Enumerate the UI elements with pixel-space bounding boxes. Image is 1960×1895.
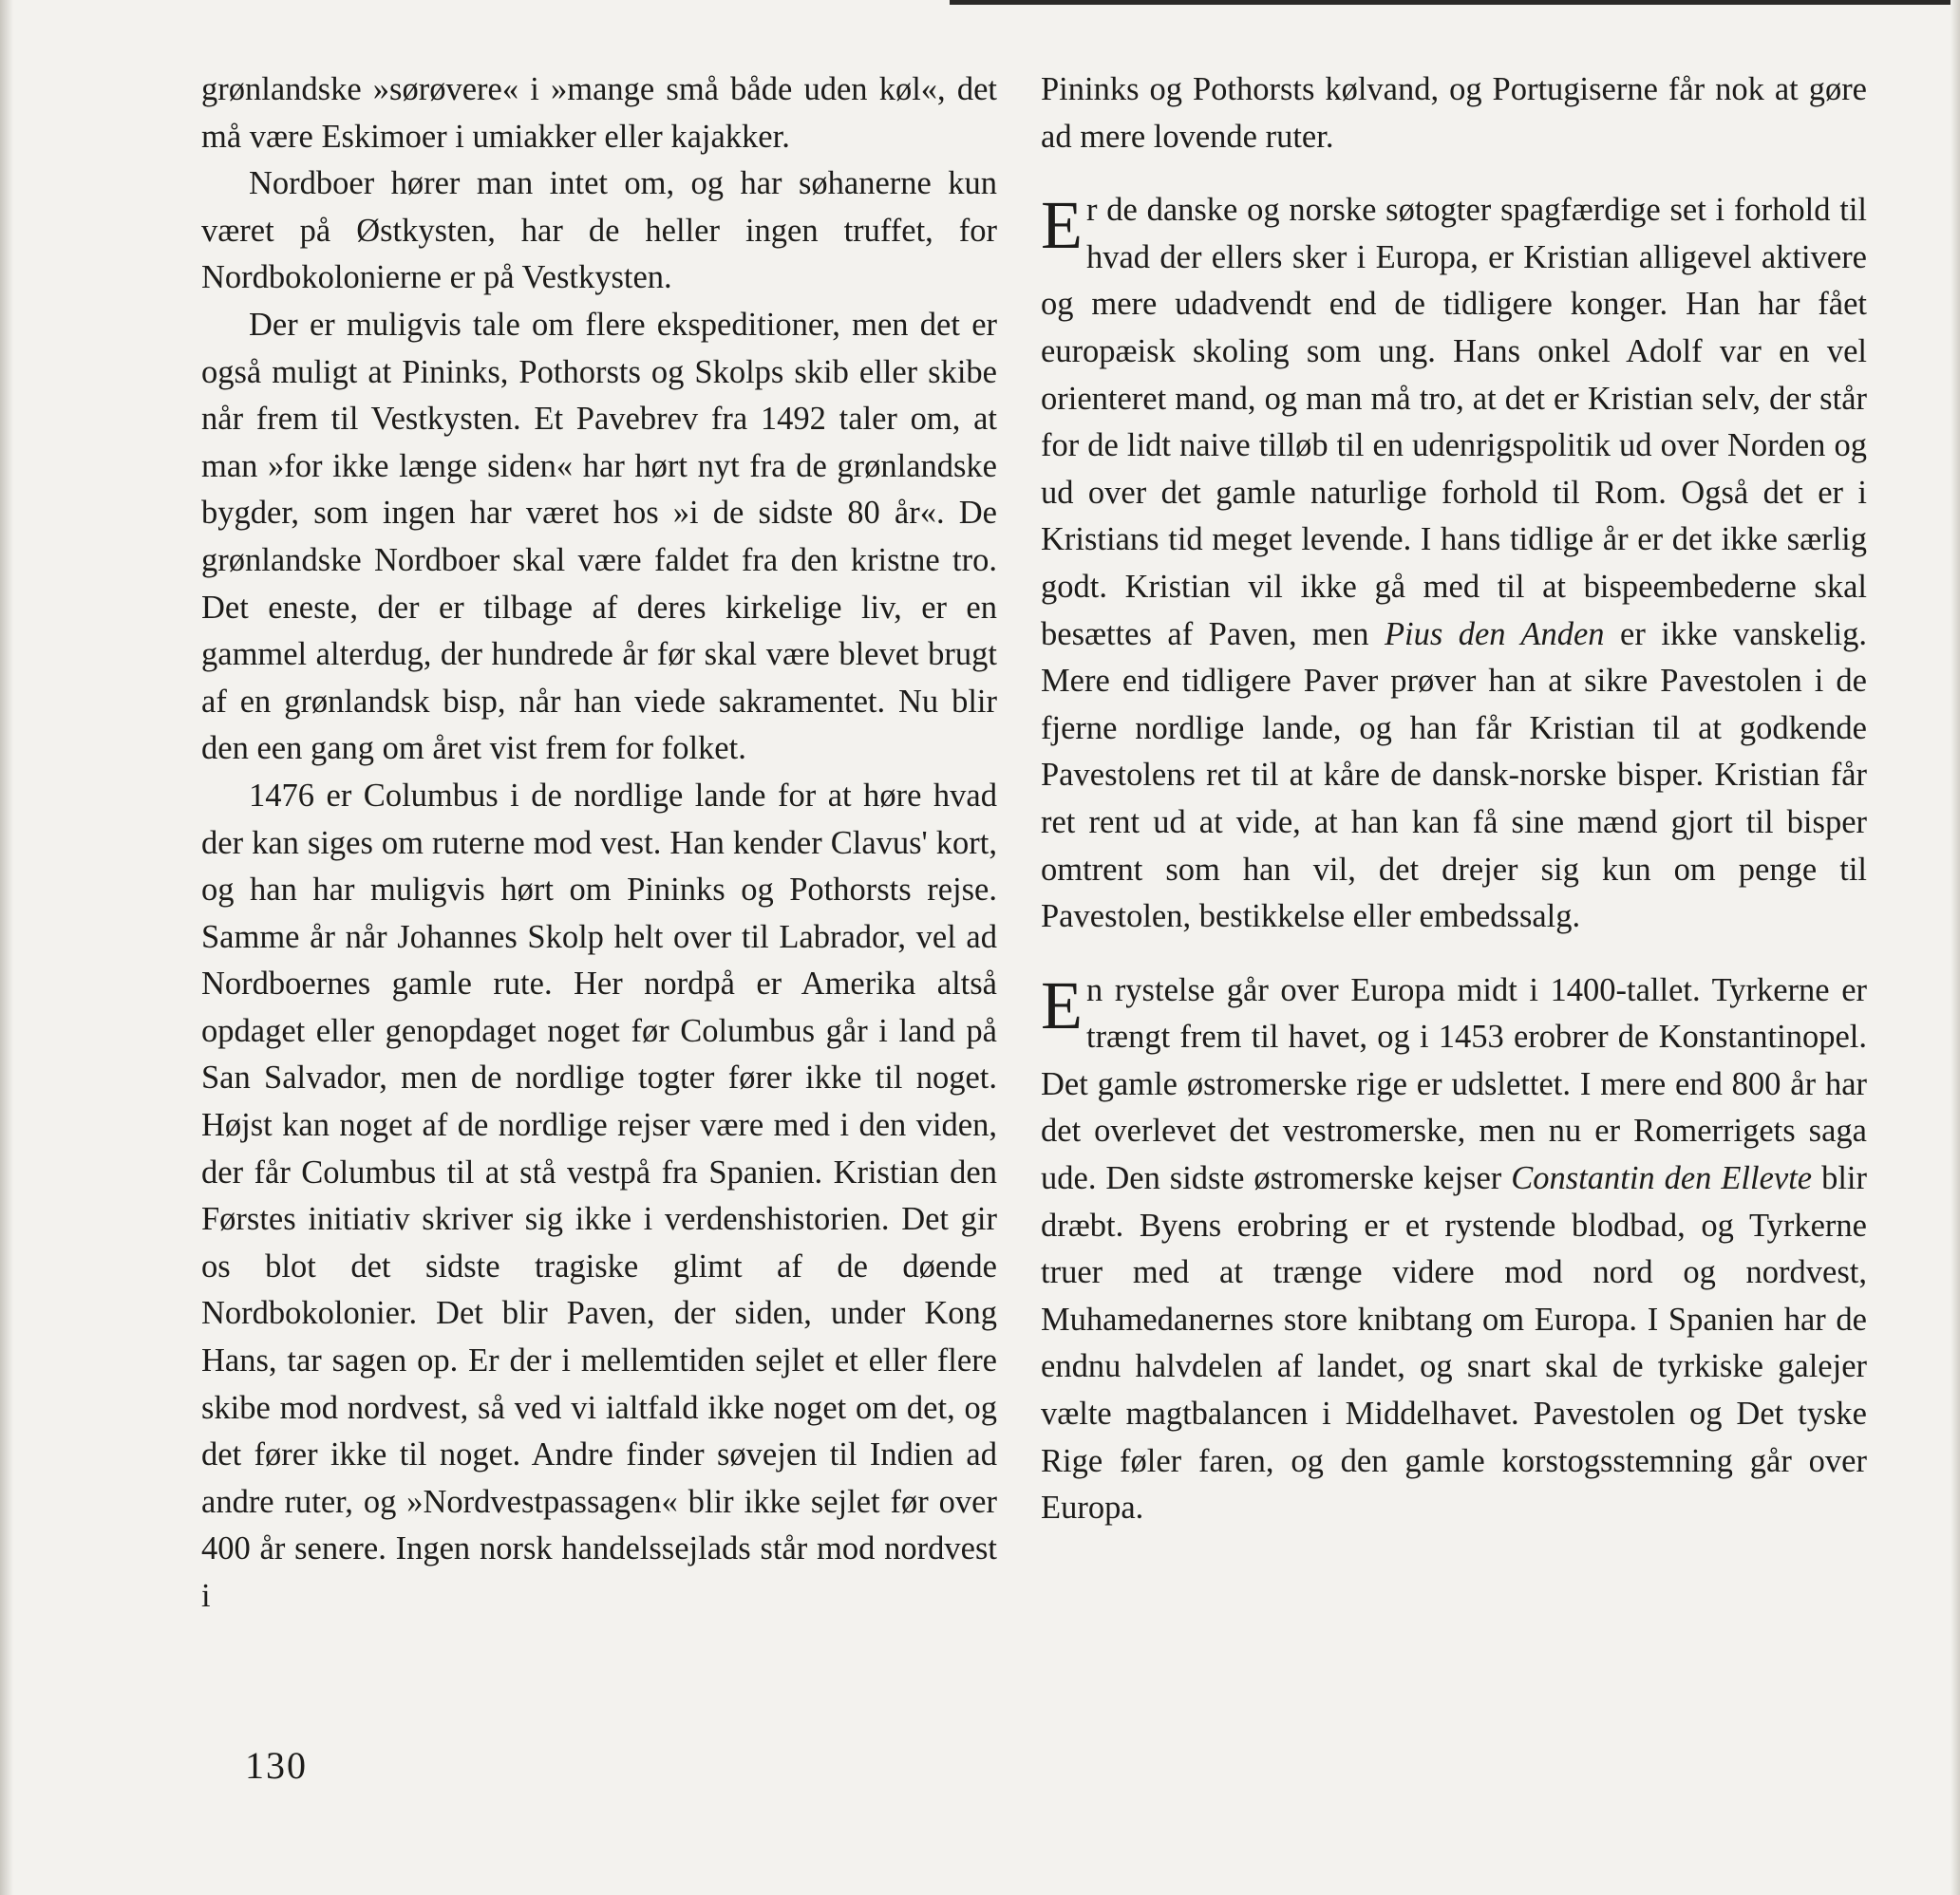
- italic-name: Pius den Anden: [1384, 615, 1605, 652]
- italic-name: Constantin den Ellevte: [1511, 1160, 1813, 1197]
- right-text-column: [1041, 66, 1867, 1532]
- paragraph: 1476 er Columbus i de nordlige lande for at høre hvad der kan siges om ruterne mod vest. Han kender Clavus' kort, og han har muligvis hørt om Pininks og Pothorsts rejse. Samme år når Johannes Skolp helt over til Labrador, vel ad Nordboernes gamle rute. Her nordpå er Amerika altså opdaget eller genopdaget noget før Columbus går i land på San Salvador, men de nordlige togter fører ikke til noget. Højst kan noget af de nordlige rejser være med i den viden, der får Columbus til at stå vestpå fra Spanien. Kristian den Førstes initiativ skriver sig ikke i verdenshistorien. Det gir os blot det sidste tragiske glimt af de døende Nordbokolonier. Det blir Paven, der siden, under Kong Hans, tar sagen op. Er der i mellemtiden sejlet et eller flere skibe mod nordvest, så ved vi ialtfald ikke noget om det, og det fører ikke til noget. Andre finder søvejen til Indien ad andre ruter, og »Nordvestpassagen« blir ikke sejlet før over 400 år senere. Ingen norsk handelssejlads står mod nordvest i: [201, 777, 997, 1614]
- paragraph: Nordboer hører man intet om, og har søhanerne kun været på Østkysten, har de heller ingen truffet, for Nordbokolonierne er på Vestkysten.: [201, 165, 997, 296]
- paragraph-text: blir dræbt. Byens erobring er et rystende blodbad, og Tyrkerne truer med at trænge videre mod nord og nordvest, Muhamedanernes store knibtang om Europa. I Spanien har de endnu halvdelen af landet, og snart skal de tyrkiske galejer vælte magtbalancen i Middelhavet. Pavestolen og Det tyske Rige føler faren, og den gamle korstogsstemning går over Europa.: [1041, 1160, 1867, 1527]
- drop-cap: E: [1041, 187, 1083, 264]
- drop-cap: E: [1041, 966, 1083, 1043]
- paragraph-text: er ikke vanskelig. Mere end tidligere Paver prøver han at sikre Pavestolen i de fjerne nordlige lande, og han får Kristian til at godkende Pavestolens ret til at kåre de dansk-norske bisper. Kristian får ret rent ud at vide, at han kan få sine mænd gjort til bisper omtrent som han vil, det drejer sig kun om penge til Pavestolen, bestikkelse eller embedssalg.: [1041, 615, 1868, 935]
- page-edge-shadow: [1951, 0, 1960, 1895]
- paragraph-continuation: Pininks og Pothorsts kølvand, og Portugiserne får nok at gøre ad mere lovende ruter.: [1041, 71, 1867, 155]
- page-gutter-shadow: [0, 0, 13, 1895]
- paragraph: grønlandske »sørøvere« i »mange små både uden køl«, det må være Eskimoer i umiakker eller kajakker.: [201, 71, 997, 155]
- paragraph-text: r de danske og norske søtogter spagfærdige set i forhold til hvad der ellers sker i Europa, er Kristian alligevel aktivere og mere udadvendt end de tidligere konger. Han har fået europæisk skoling som ung. Hans onkel Adolf var en vel orienteret mand, og man må tro, at det er Kristian selv, der står for de lidt naive tilløb til en udenrigspolitik ud over Norden og ud over det gamle naturlige forhold til Rom. Også det er i Kristians tid meget levende. I hans tidlige år er det ikke særlig godt. Kristian vil ikke gå med til at bispeembederne skal besættes af Paven, men: [1041, 192, 1867, 652]
- left-text-column: [201, 66, 997, 1621]
- paragraph-text: n rystelse går over Europa midt i 1400-tallet. Tyrkerne er trængt frem til havet, og i 1453 erobrer de Konstantinopel. Det gamle østromerske rige er udslettet. I mere end 800 år har det overlevet det vestromerske, men nu er Romerrigets saga ude. Den sidste østromerske kejser: [1041, 971, 1867, 1197]
- page-number: 130: [245, 1744, 308, 1787]
- section-paragraph: [1041, 187, 1867, 941]
- paragraph: Der er muligvis tale om flere ekspeditioner, men det er også muligt at Pininks, Pothorsts og Skolps skib eller skibe når frem til Vestkysten. Et Pavebrev fra 1492 taler om, at man »for ikke længe siden« har hørt nyt fra de grønlandske bygder, som ingen har været hos »i de sidste 80 år«. De grønlandske Nordboer skal være faldet fra den kristne tro. Det eneste, der er tilbage af deres kirkelige liv, er en gammel alterdug, der hundrede år før skal være blevet brugt af en grønlandsk bisp, når han viede sakramentet. Nu blir den een gang om året vist frem for folket.: [201, 306, 997, 767]
- section-paragraph: [1041, 967, 1867, 1532]
- page-top-edge: [950, 0, 1960, 5]
